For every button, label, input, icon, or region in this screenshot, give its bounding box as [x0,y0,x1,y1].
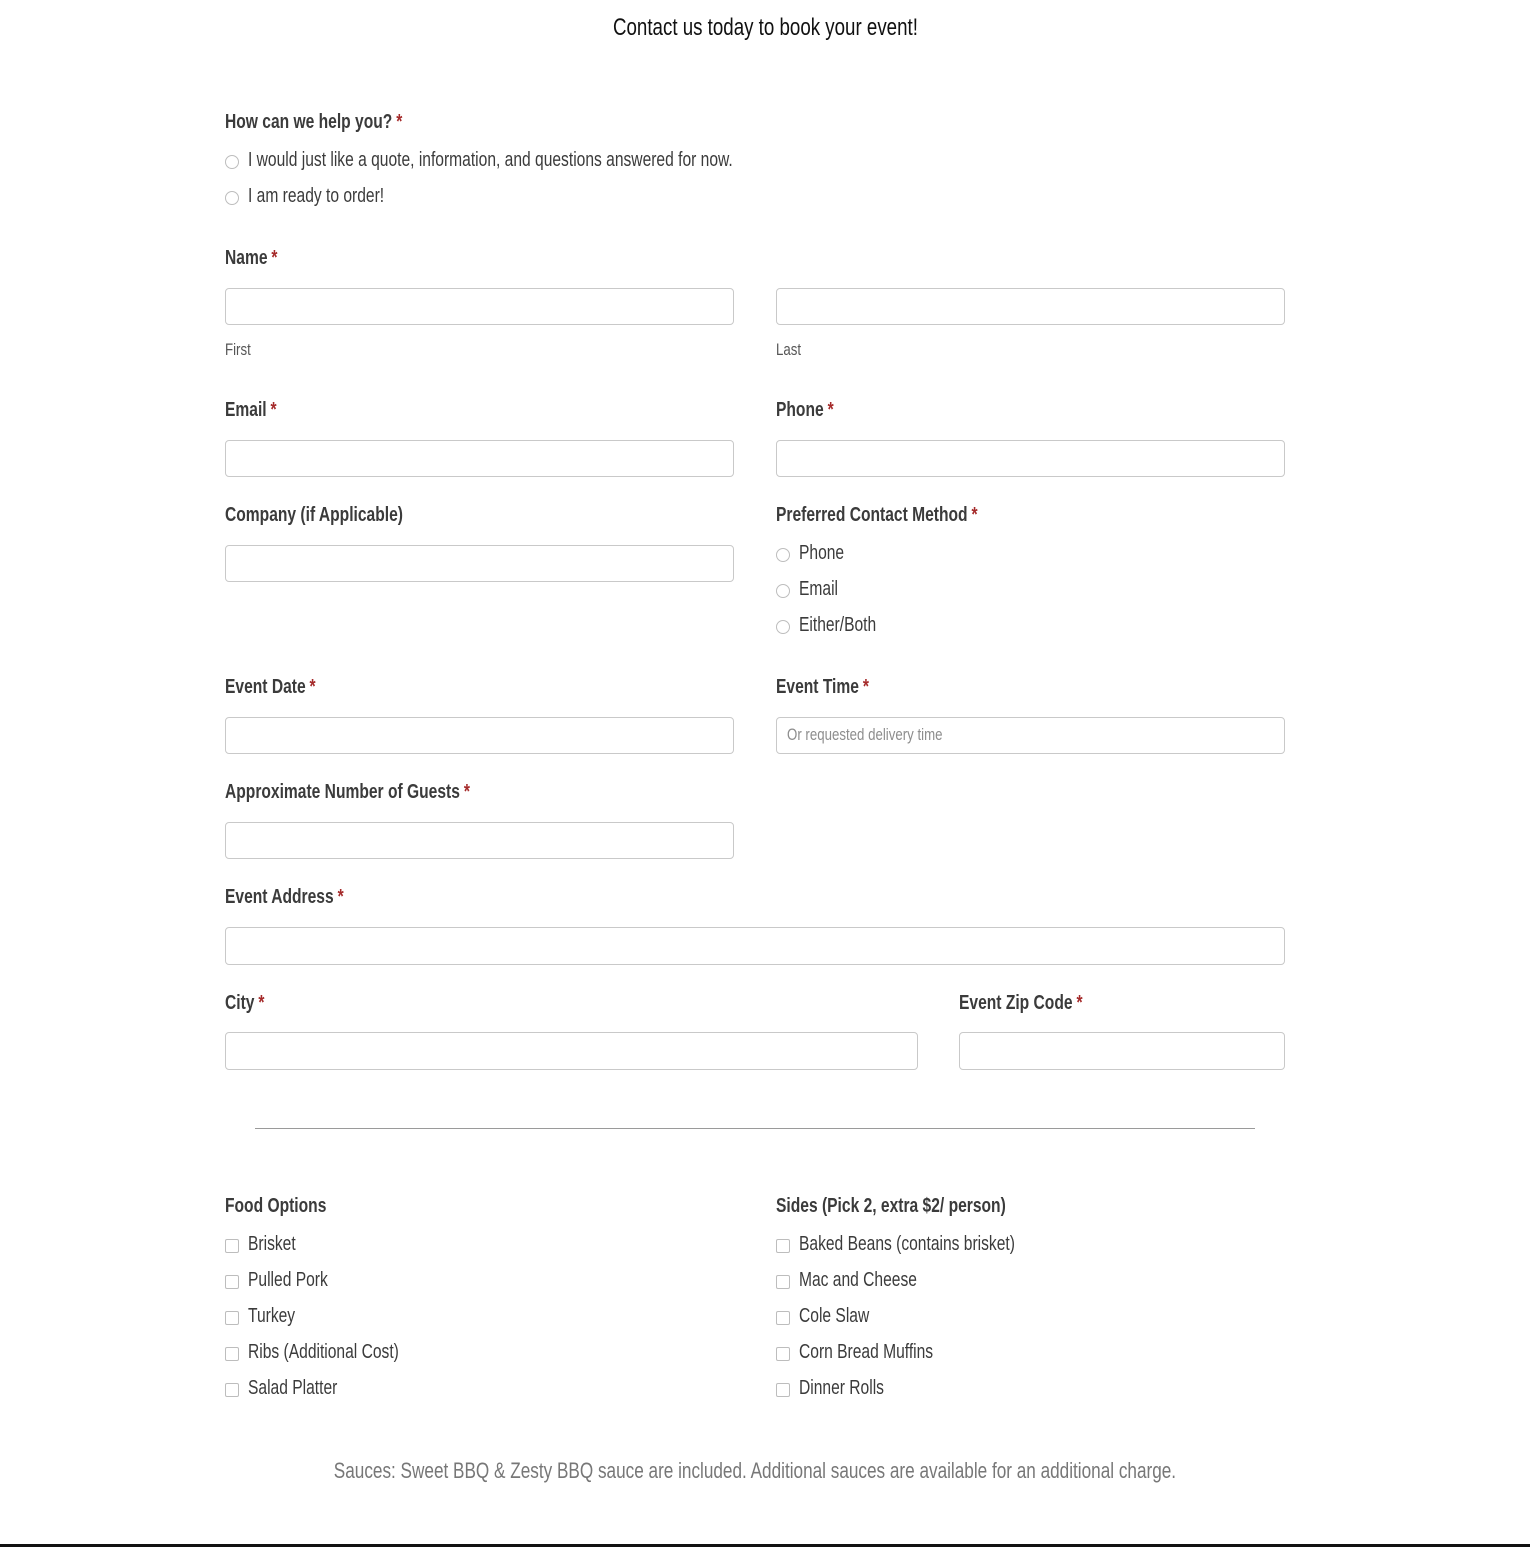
contact-both-label[interactable]: Either/Both [799,614,877,636]
event-time-placeholder: Or requested delivery time [787,725,943,744]
contact-method-label: Preferred Contact Method * [776,504,978,526]
company-label: Company (if Applicable) [225,504,403,526]
help-order-label[interactable]: I am ready to order! [248,185,385,207]
last-name-sublabel: Last [776,340,802,359]
first-name-sublabel: First [225,340,251,359]
form-header: Contact us today to book your event! [612,14,918,41]
email-label: Email * [225,399,277,421]
required-marker: * [258,992,265,1014]
contact-phone-label[interactable]: Phone [799,542,845,564]
event-time-input[interactable] [776,717,1285,754]
required-marker: * [827,399,834,421]
help-quote-radio[interactable] [225,155,239,169]
food-options-label: Food Options [225,1195,327,1217]
required-marker: * [971,504,978,526]
food-pulled-pork-label[interactable]: Pulled Pork [248,1269,328,1291]
help-label: How can we help you? * [225,111,403,133]
food-ribs-label[interactable]: Ribs (Additional Cost) [248,1341,399,1363]
required-marker: * [271,247,278,269]
help-order-radio[interactable] [225,191,239,205]
address-label: Event Address * [225,886,344,908]
food-turkey-label[interactable]: Turkey [248,1305,296,1327]
city-label: City * [225,992,265,1014]
required-marker: * [337,886,344,908]
side-dinner-rolls-label[interactable]: Dinner Rolls [799,1377,884,1399]
side-mac-cheese-checkbox[interactable] [776,1275,790,1289]
section-divider [255,1128,1255,1129]
zip-label: Event Zip Code * [959,992,1083,1014]
required-marker: * [309,676,316,698]
sides-label: Sides (Pick 2, extra $2/ person) [776,1195,1006,1217]
side-cole-slaw-label[interactable]: Cole Slaw [799,1305,870,1327]
zip-input[interactable] [959,1032,1285,1070]
side-corn-bread-checkbox[interactable] [776,1347,790,1361]
company-input[interactable] [225,545,734,582]
name-label: Name * [225,247,278,269]
phone-label: Phone * [776,399,834,421]
guests-input[interactable] [225,822,734,859]
side-dinner-rolls-checkbox[interactable] [776,1383,790,1397]
event-date-input[interactable] [225,717,734,754]
contact-email-label[interactable]: Email [799,578,839,600]
required-marker: * [1076,992,1083,1014]
side-cole-slaw-checkbox[interactable] [776,1311,790,1325]
side-mac-cheese-label[interactable]: Mac and Cheese [799,1269,917,1291]
side-baked-beans-label[interactable]: Baked Beans (contains brisket) [799,1233,1015,1255]
side-corn-bread-label[interactable]: Corn Bread Muffins [799,1341,934,1363]
help-quote-label[interactable]: I would just like a quote, information, and questions answered for now. [248,149,733,171]
address-input[interactable] [225,927,1285,965]
food-brisket-checkbox[interactable] [225,1239,239,1253]
sauce-note: Sauces: Sweet BBQ & Zesty BBQ sauce are included. Additional sauces are available for an additional charge. [333,1458,1177,1483]
contact-email-radio[interactable] [776,584,790,598]
event-time-label: Event Time * [776,676,869,698]
guests-label: Approximate Number of Guests * [225,781,470,803]
phone-input[interactable] [776,440,1285,477]
required-marker: * [270,399,277,421]
required-marker: * [396,111,403,133]
last-name-input[interactable] [776,288,1285,325]
food-salad-checkbox[interactable] [225,1383,239,1397]
food-salad-label[interactable]: Salad Platter [248,1377,338,1399]
email-input[interactable] [225,440,734,477]
city-input[interactable] [225,1032,918,1070]
food-ribs-checkbox[interactable] [225,1347,239,1361]
event-date-label: Event Date * [225,676,316,698]
first-name-input[interactable] [225,288,734,325]
contact-both-radio[interactable] [776,620,790,634]
food-pulled-pork-checkbox[interactable] [225,1275,239,1289]
required-marker: * [862,676,869,698]
food-turkey-checkbox[interactable] [225,1311,239,1325]
contact-phone-radio[interactable] [776,548,790,562]
required-marker: * [463,781,470,803]
side-baked-beans-checkbox[interactable] [776,1239,790,1253]
food-brisket-label[interactable]: Brisket [248,1233,296,1255]
